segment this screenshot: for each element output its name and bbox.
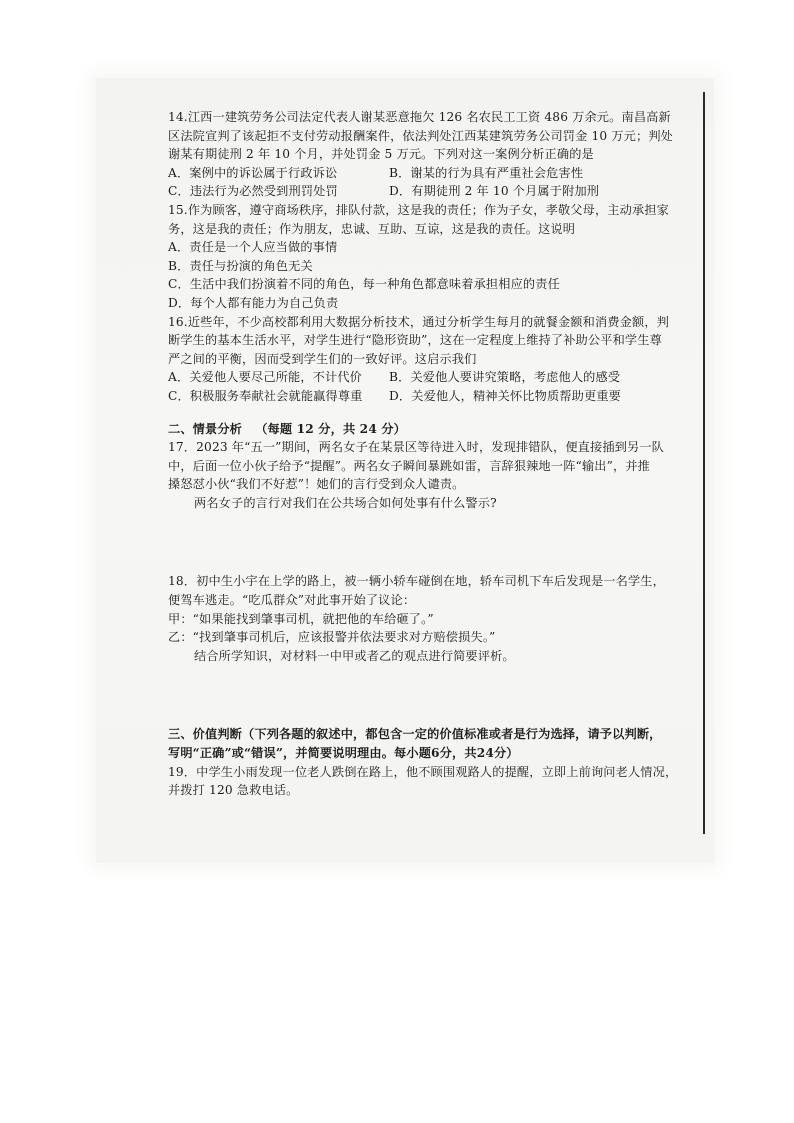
question-17 <box>168 438 696 512</box>
question-text: 并拨打 120 急救电话。 <box>168 783 299 798</box>
option-a: A．关爱他人要尽己所能，不计代价 <box>168 370 363 385</box>
option-c: C．违法行为必然受到刑罚处罚 <box>168 184 338 199</box>
section-title: 二、情景分析 <box>168 421 243 436</box>
question-text: 16.近些年，不少高校都利用大数据分析技术，通过分析学生每月的就餐金额和消费金额，判 <box>168 314 669 329</box>
question-19 <box>168 763 696 800</box>
option-row <box>168 368 696 387</box>
question-text: 18．初中生小宇在上学的路上，被一辆小轿车碰倒在地，轿车司机下车后发现是一名学生， <box>168 574 665 589</box>
question-prompt: 结合所学知识，对材料一中甲或者乙的观点进行简要评析。 <box>194 648 515 663</box>
question-text: 区法院宣判了该起拒不支付劳动报酬案件，依法判处江西某建筑劳务公司罚金 10 万元；判处 <box>168 128 674 143</box>
question-text: 务，这是我的责任；作为朋友，忠诚、互助、互谅，这是我的责任。这说明 <box>168 221 576 236</box>
question-15 <box>168 201 696 313</box>
option-d: D．关爱他人，精神关怀比物质帮助更重要 <box>389 388 621 403</box>
section-score: （每题 12 分，共 24 分） <box>255 421 407 436</box>
option-b: B．谢某的行为具有严重社会危害性 <box>389 165 584 180</box>
opinion-jia: 甲：“如果能找到肇事司机，就把他的车给砸了。” <box>168 611 434 626</box>
option-b: B．责任与扮演的角色无关 <box>168 258 313 273</box>
option-c: C．生活中我们扮演着不同的角色，每一种角色都意味着承担相应的责任 <box>168 277 560 292</box>
option-a: A．案例中的诉讼属于行政诉讼 <box>168 165 338 180</box>
question-text: 便驾车逃走。“吃瓜群众”对此事开始了议论： <box>168 593 416 608</box>
question-text: 搡怒怼小伙“我们不好惹”！她们的言行受到众人谴责。 <box>168 477 465 492</box>
option-c: C．积极服务奉献社会就能赢得尊重 <box>168 388 363 403</box>
option-d: D．有期徒刑 2 年 10 个月属于附加刑 <box>389 184 600 199</box>
section-heading <box>168 420 696 439</box>
option-row <box>168 387 696 406</box>
question-text: 14.江西一建筑劳务公司法定代表人谢某恶意拖欠 126 名农民工工资 486 万余元。南昌高新 <box>168 110 671 124</box>
option-a: A．责任是一个人应当做的事情 <box>168 240 338 255</box>
question-18 <box>168 572 696 665</box>
option-b: B．关爱他人要讲究策略，考虑他人的感受 <box>389 370 621 385</box>
option-row <box>168 182 696 201</box>
question-text: 谢某有期徒刑 2 年 10 个月，并处罚金 5 万元。下列对这一案例分析正确的是 <box>168 147 594 162</box>
question-prompt: 两名女子的言行对我们在公共场合如何处事有什么警示? <box>194 495 497 510</box>
option-row <box>168 164 696 183</box>
section-3-heading <box>168 725 696 762</box>
question-text: 断学生的基本生活水平，对学生进行“隐形资助”，这在一定程度上维持了补助公平和学生尊 <box>168 333 662 348</box>
question-16 <box>168 313 696 406</box>
option-d: D．每个人都有能力为自己负责 <box>168 295 339 310</box>
answer-space <box>168 665 696 725</box>
section-title: 三、价值判断（下列各题的叙述中，都包含一定的价值标准或者是行为选择，请予以判断， <box>168 727 662 742</box>
margin-rule <box>703 92 705 834</box>
answer-space <box>168 512 696 572</box>
question-text: 中，后面一位小伙子给予“提醒”。两名女子瞬间暴跳如雷，言辞狠辣地一阵“输出”，并推 <box>168 458 651 473</box>
opinion-yi: 乙：“找到肇事司机后，应该报警并依法要求对方赔偿损失。” <box>168 630 496 645</box>
question-text: 19．中学生小雨发现一位老人跌倒在路上，他不顾围观路人的提醒，立即上前询问老人情况， <box>168 764 678 779</box>
question-text: 15.作为顾客，遵守商场秩序，排队付款，这是我的责任；作为子女，孝敬父母，主动承担家 <box>168 202 669 217</box>
section-instructions: 写明“正确”或“错误”，并简要说明理由。每小题6分，共24分） <box>168 746 519 761</box>
question-text: 17．2023 年“五一”期间，两名女子在某景区等待进入时，发现排错队，便直接插到另一队 <box>168 440 665 455</box>
exam-content <box>168 108 696 800</box>
question-14 <box>168 108 696 201</box>
spacer <box>168 406 696 420</box>
question-text: 严之间的平衡，因而受到学生们的一致好评。这启示我们 <box>168 351 477 366</box>
